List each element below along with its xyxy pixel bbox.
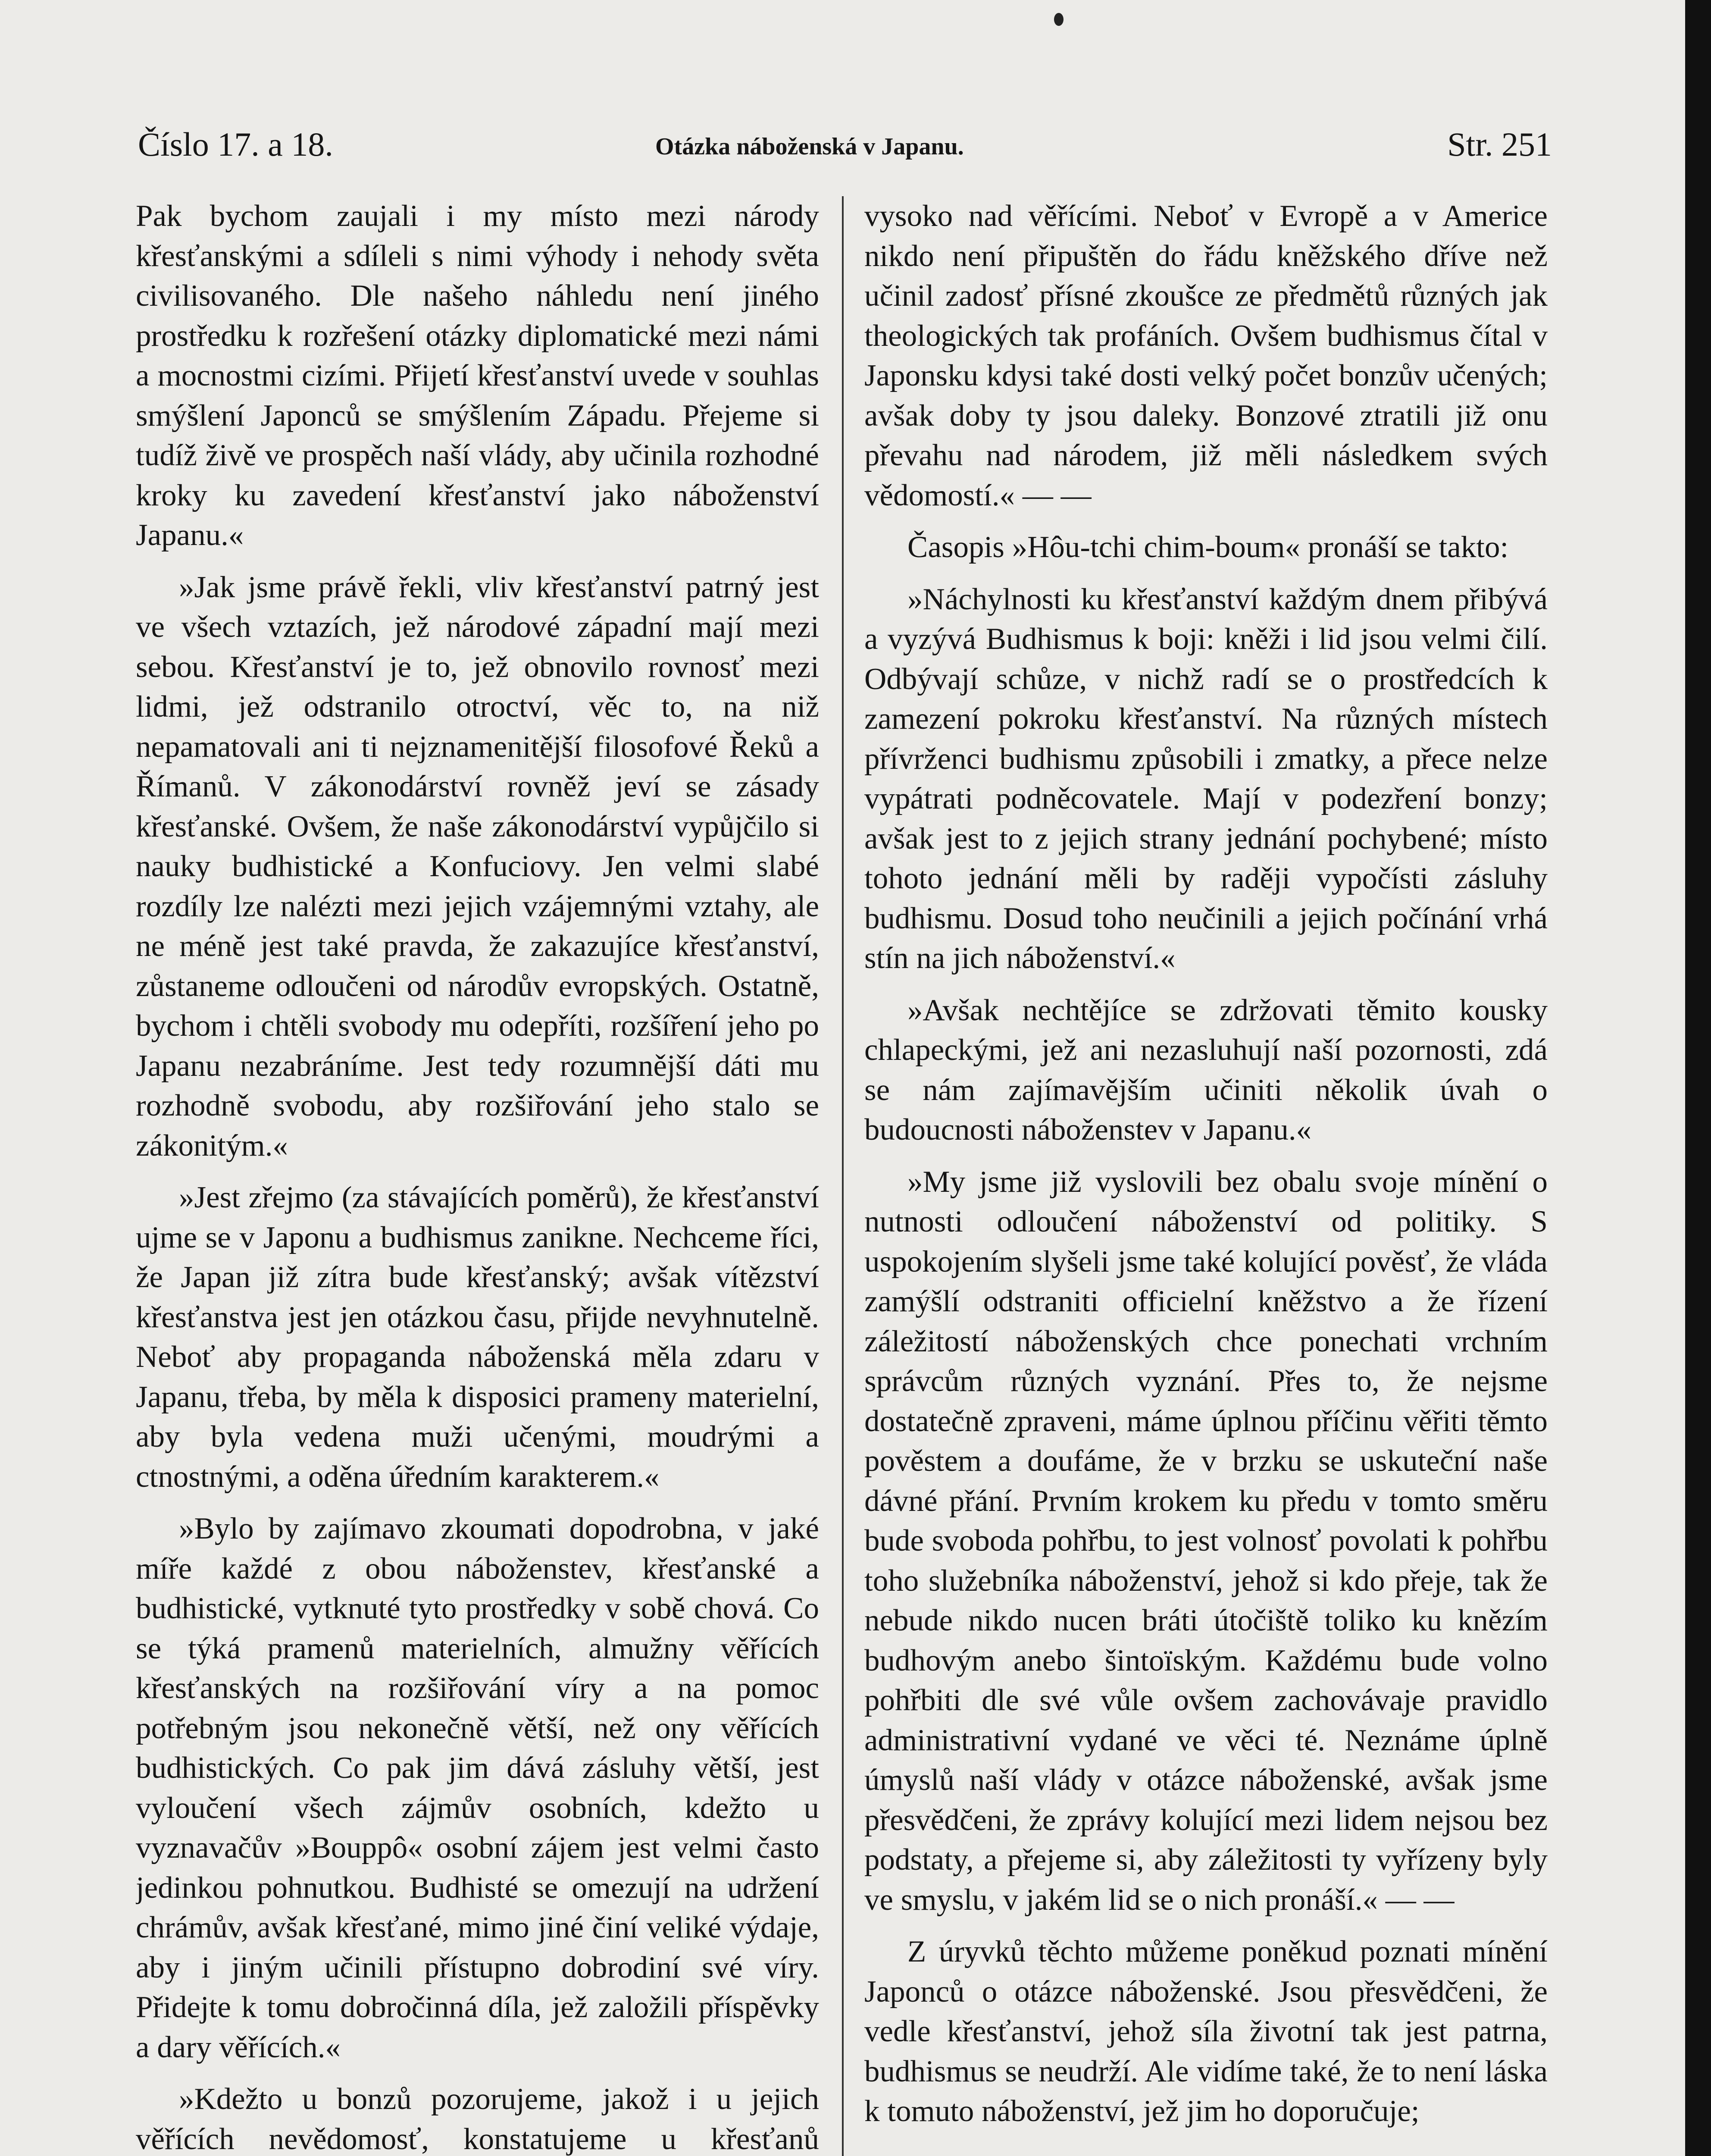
paragraph: Časopis »Hôu-tchi chim-boum« pronáší se takto: [907, 530, 1509, 564]
right-column [864, 196, 1548, 2156]
paragraph: »My jsme již vyslovili bez obalu svoje mínění o nutnosti odloučení náboženství od politiky. S uspokojením slyšeli jsme také kolující pověsť, že vláda zamýšlí odstraniti officielní kněžstvo a že řízení záležitostí náboženských chce ponechati vrchním správcům různých vyznání. Přes to, že nejsme dostatečně zpraveni, máme úplnou příčinu věřiti těmto pověstem a doufáme, že v brzku se uskuteční naše dávné přání. Prvním krokem ku předu v tomto směru bude svoboda pohřbu, to jest volnosť povolati k pohřbu toho služebníka náboženství, jehož si kdo přeje, tak že nebude nikdo nucen bráti útočiště toliko ku knězím budhovým anebo šintoïským. Každému bude volno pohřbiti dle své vůle ovšem zachovávaje pravidlo administrativní vydané ve věci té. Neznáme úplně úmyslů naší vlády v otázce náboženské, avšak jsme přesvědčeni, že zprávy kolující mezi lidem nejsou bez podstaty, a přejeme si, aby záležitosti ty vyřízeny byly ve smyslu, v jakém lid se o nich pronáší.« — — [864, 1165, 1548, 1917]
text-columns [136, 196, 1552, 2156]
scan-border [1685, 0, 1711, 2156]
running-header [138, 121, 1552, 172]
paragraph: »Jest zřejmo (za stávajících poměrů), že křesťanství ujme se v Japonu a budhismus zanikne. Nechceme říci, že Japan již zítra bude křesťanský; avšak vítězství křesťanstva jest jen otázkou času, přijde nevyhnutelně. Neboť aby propaganda náboženská měla zdaru v Japanu, třeba, by měla k disposici prameny materielní, aby byla vedena muži učenými, moudrými a ctnostnými, a oděna úředním karakterem.« [136, 1181, 819, 1494]
paragraph: »Avšak nechtějíce se zdržovati těmito kousky chlapeckými, jež ani nezasluhují naší pozornosti, zdá se nám zajímavějším učiniti několik úvah o budoucnosti náboženstev v Japanu.« [864, 993, 1548, 1147]
paragraph: vysoko nad věřícími. Neboť v Evropě a v Americe nikdo není připuštěn do řádu kněžského dříve než učinil zadosť přísné zkoušce ze předmětů různých jak theologických tak profáních. Ovšem budhismus čítal v Japonsku kdysi také dosti velký počet bonzův učených; avšak doby ty jsou daleky. Bonzové ztratili již onu převahu nad národem, již měli následkem svých vědomostí.« — — [864, 199, 1548, 512]
ink-speck [1054, 13, 1064, 26]
column-divider [842, 196, 844, 2156]
paragraph: »Náchylnosti ku křesťanství každým dnem přibývá a vyzývá Budhismus k boji: kněži i lid jsou velmi čilí. Odbývají schůze, v nichž radí se o prostředcích k zamezení pokroku křesťanství. Na různých místech přívrženci budhismu způsobili i zmatky, a přece nelze vypátrati podněcovatele. Mají v podezření bonzy; avšak jest to z jejich strany jednání pochybené; místo tohoto jednání měli by raději vypočísti zásluhy budhismu. Dosud toho neučinili a jejich počínání vrhá stín na jich náboženství.« [864, 582, 1548, 975]
left-column [136, 196, 819, 2156]
running-title: Otázka náboženská v Japanu. [655, 133, 964, 160]
paragraph: »Jak jsme právě řekli, vliv křesťanství patrný jest ve všech vztazích, jež národové západní mají mezi sebou. Křesťanství je to, jež obnovilo rovnosť mezi lidmi, jež odstranilo otroctví, věc to, na niž nepamatovali ani ti nejznamenitější filosofové Řeků a Římanů. V zákonodárství rovněž jeví se zásady křesťanské. Ovšem, že naše zákonodárství vypůjčilo si nauky budhistické a Konfuciovy. Jen velmi slabé rozdíly lze nalézti mezi jejich vzájemnými vztahy, ale ne méně jest také pravda, že zakazujíce křesťanství, zůstaneme odloučeni od národův evropských. Ostatně, bychom i chtěli svobody mu odepříti, rozšíření jeho po Japanu nezabráníme. Jest tedy rozumnější dáti mu rozhodně svobodu, aby rozšiřování jeho stalo se zákonitým.« [136, 570, 819, 1163]
paragraph: »Kdežto u bonzů pozorujeme, jakož i u jejich věřících nevědomosť, konstatujeme u křesťanů [136, 2082, 819, 2156]
paragraph: »Bylo by zajímavo zkoumati dopodrobna, v jaké míře každé z obou náboženstev, křesťanské a budhistické, vytknuté tyto prostředky v sobě chová. Co se týká pramenů materielních, almužny věřících křesťanských na rozšiřování víry a na pomoc potřebným jsou nekonečně větší, než ony věřících budhistických. Co pak jim dává zásluhy větší, jest vyloučení všech zájmův osobních, kdežto u vyznavačův »Bouppô« osobní zájem jest velmi často jedinkou pohnutkou. Budhisté se omezují na udržení chrámův, avšak křesťané, mimo jiné činí veliké výdaje, aby i jiným učinili přístupno dobrodiní své víry. Přidejte k tomu dobročinná díla, jež založili příspěvky a dary věřících.« [136, 1512, 819, 2064]
issue-number: Číslo 17. a 18. [138, 125, 333, 163]
page-number: Str. 251 [1447, 125, 1552, 163]
paragraph: Z úryvků těchto můžeme poněkud poznati mínění Japonců o otázce náboženské. Jsou přesvědčeni, že vedle křesťanství, jehož síla životní tak jest patrna, budhismus se neudrží. Ale vidíme také, že to není láska k tomuto náboženství, jež jim ho doporučuje; [864, 1935, 1548, 2128]
paragraph: Pak bychom zaujali i my místo mezi národy křesťanskými a sdíleli s nimi výhody i nehody světa civilisovaného. Dle našeho náhledu není jiného prostředku k rozřešení otázky diplomatické mezi námi a mocnostmi cizími. Přijetí křesťanství uvede v souhlas smýšlení Japonců se smýšlením Západu. Přejeme si tudíž živě ve prospěch naší vlády, aby učinila rozhodné kroky ku zavedení křesťanství jako náboženství Japanu.« [136, 199, 819, 552]
